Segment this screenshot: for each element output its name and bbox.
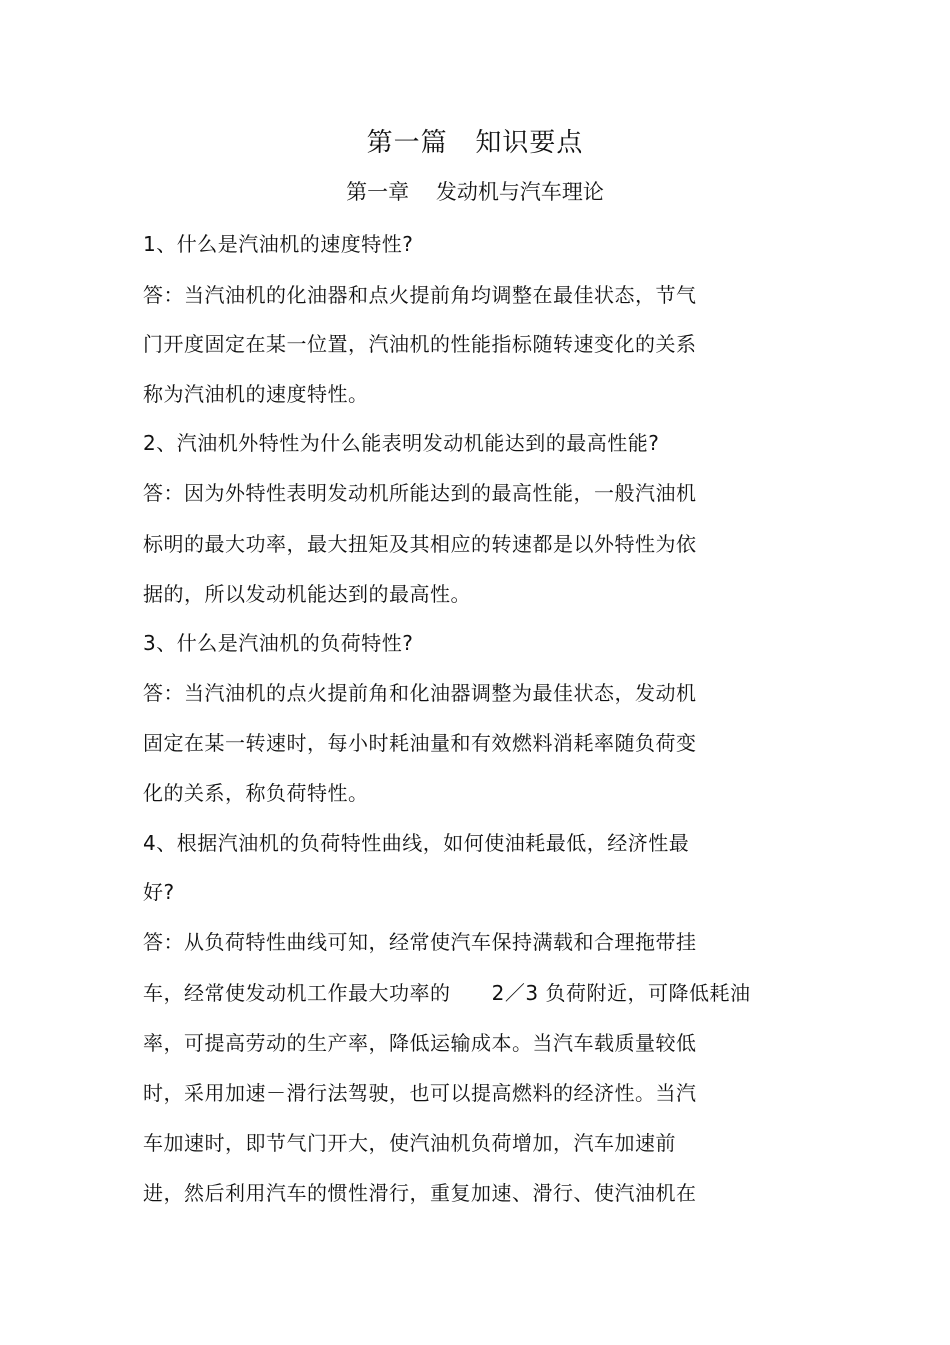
answer-line: 车加速时，即节气门开大，使汽油机负荷增加，汽车加速前 — [143, 1131, 676, 1155]
answer-line: 门开度固定在某一位置，汽油机的性能指标随转速变化的关系 — [143, 332, 697, 356]
answer-line: 标明的最大功率，最大扭矩及其相应的转速都是以外特性为依 — [143, 532, 697, 556]
question-4: 4、根据汽油机的负荷特性曲线，如何使油耗最低，经济性最 — [143, 831, 690, 855]
answer-line: 进，然后利用汽车的惯性滑行，重复加速、滑行、使汽油机在 — [143, 1181, 697, 1205]
question-3: 3、什么是汽油机的负荷特性? — [143, 631, 414, 655]
answer-line: 据的，所以发动机能达到的最高性。 — [143, 582, 471, 606]
question-2: 2、汽油机外特性为什么能表明发动机能达到的最高性能? — [143, 431, 660, 455]
answer-line: 率，可提高劳动的生产率，降低运输成本。当汽车载质量较低 — [143, 1031, 697, 1055]
answer-line: 答：从负荷特性曲线可知，经常使汽车保持满载和合理拖带挂 — [143, 930, 697, 954]
question-1: 1、什么是汽油机的速度特性? — [143, 232, 414, 256]
answer-line: 时，采用加速－滑行法驾驶，也可以提高燃料的经济性。当汽 — [143, 1081, 697, 1105]
answer-line: 答：当汽油机的化油器和点火提前角均调整在最佳状态，节气 — [143, 283, 697, 307]
chapter-title: 第一章 发动机与汽车理论 — [346, 180, 604, 204]
answer-line: 化的关系，称负荷特性。 — [143, 781, 369, 805]
answer-line: 答：因为外特性表明发动机所能达到的最高性能，一般汽油机 — [143, 481, 697, 505]
answer-line: 车，经常使发动机工作最大功率的 2／3 负荷附近，可降低耗油 — [143, 981, 751, 1005]
question-4-continued: 好? — [143, 880, 175, 904]
answer-line: 答：当汽油机的点火提前角和化油器调整为最佳状态，发动机 — [143, 681, 697, 705]
part-title: 第一篇 知识要点 — [366, 128, 584, 158]
answer-line: 称为汽油机的速度特性。 — [143, 382, 369, 406]
answer-line: 固定在某一转速时，每小时耗油量和有效燃料消耗率随负荷变 — [143, 731, 697, 755]
